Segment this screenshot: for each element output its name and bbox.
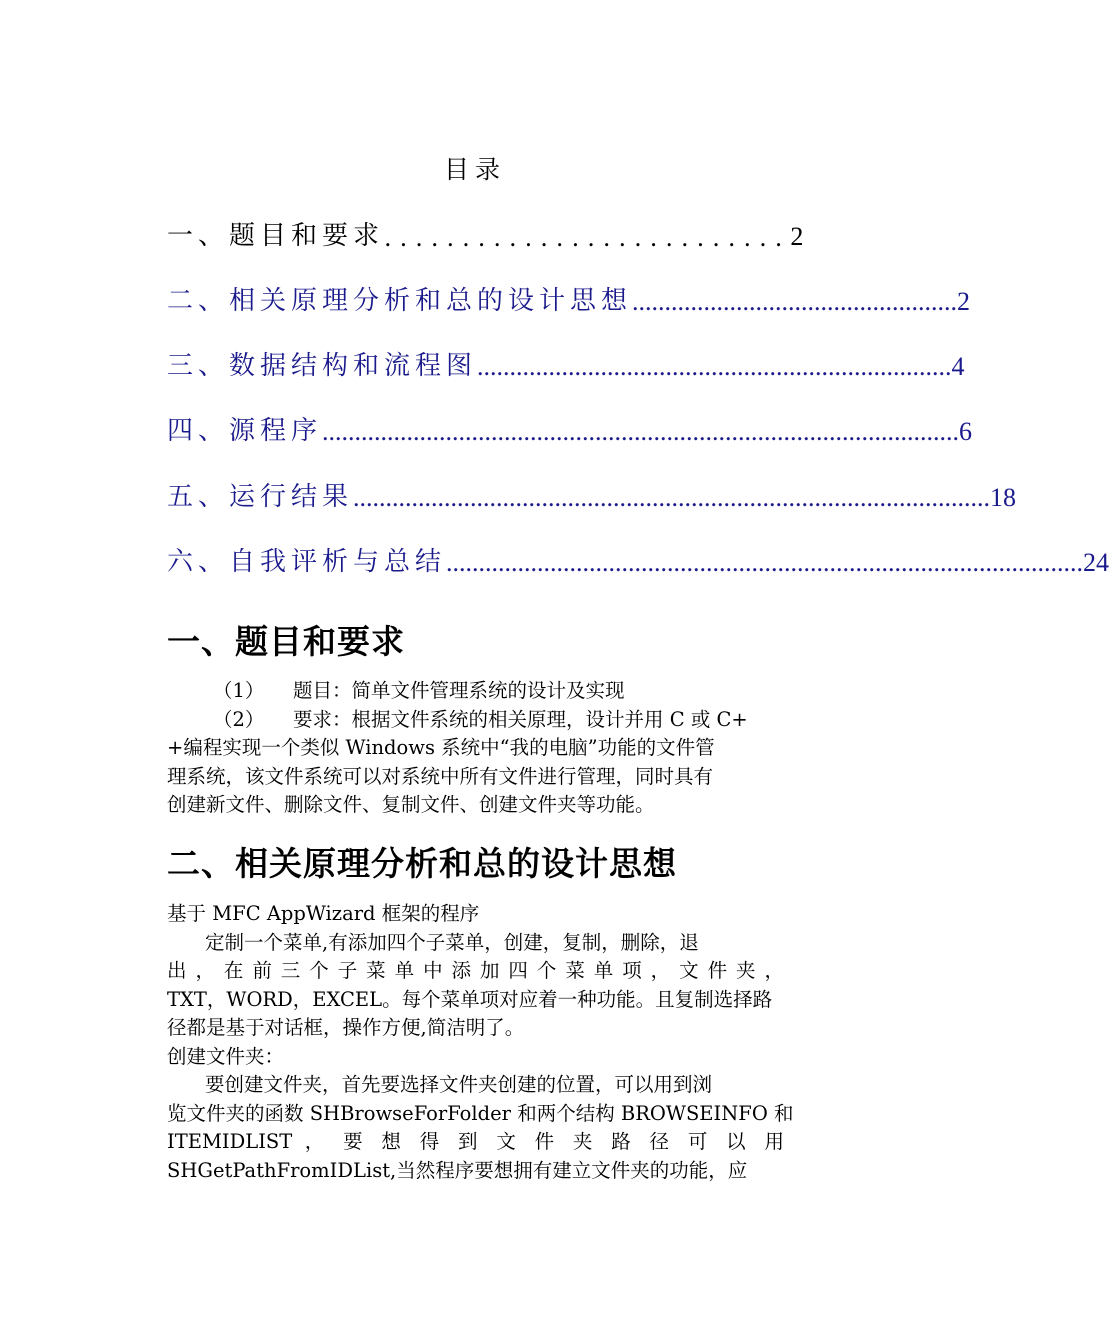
- toc-entry-page: 2: [790, 222, 804, 251]
- toc-entry[interactable]: [167, 216, 804, 252]
- toc-entry-label: 四、源程序: [167, 416, 323, 446]
- toc-entry-leader: .........................................................................: [477, 352, 952, 381]
- text-line: 创建文件夹：: [167, 1044, 285, 1068]
- toc-entry-label: 二、相关原理分析和总的设计思想: [167, 286, 633, 316]
- toc-entry-leader: ..................................................................................................: [322, 417, 960, 446]
- text-line: 径都是基于对话框，操作方便,简洁明了。: [167, 1016, 525, 1039]
- toc-entry-leader: ..................................................: [632, 287, 958, 316]
- toc-entry-page: 2: [957, 287, 971, 316]
- item-text: 要求：根据文件系统的相关原理，设计并用 C 或 C+: [293, 707, 748, 731]
- toc-entry[interactable]: [167, 281, 971, 317]
- toc-entry[interactable]: [167, 346, 965, 382]
- section-heading: 二、相关原理分析和总的设计思想: [167, 844, 677, 883]
- requirement-item: [167, 677, 784, 706]
- text-line: 理系统，该文件系统可以对系统中所有文件进行管理，同时具有: [167, 764, 714, 788]
- toc-entry-leader: ..................................................................................................: [353, 483, 991, 512]
- toc-entry[interactable]: [167, 542, 1109, 578]
- text-line: 基于 MFC AppWizard 框架的程序: [167, 902, 480, 925]
- section2-body: [167, 900, 794, 1185]
- toc-entry-page: 18: [990, 483, 1017, 512]
- toc-entry-leader: ..........................: [384, 224, 791, 252]
- toc-entry[interactable]: [167, 477, 1017, 513]
- toc-entry-label: 六、自我评析与总结: [167, 547, 447, 577]
- text-line: 创建新文件、删除文件、复制文件、创建文件夹等功能。: [167, 793, 655, 816]
- text-line: +编程实现一个类似 Windows 系统中“我的电脑”功能的文件管: [167, 736, 715, 759]
- toc-entry-label: 五、运行结果: [167, 482, 354, 512]
- text-line: ITEMIDLIST ， 要 想 得 到 文 件 夹 路 径 可 以 用: [167, 1130, 784, 1153]
- toc-title: 目录: [443, 155, 506, 184]
- text-line: 览文件夹的函数 SHBrowseForFolder 和两个结构 BROWSEINFO 和: [167, 1101, 794, 1125]
- toc-entry-label: 一、题目和要求: [167, 221, 385, 251]
- text-line: TXT，WORD，EXCEL。每个菜单项对应着一种功能。且复制选择路: [167, 987, 773, 1011]
- item-number: （2）: [213, 707, 265, 731]
- text-line: 出，在前三个子菜单中添加四个菜单项，文件夹，: [167, 959, 784, 982]
- toc-entry-leader: ..................................................................................................: [446, 548, 1084, 577]
- text-line: SHGetPathFromIDList,当然程序要想拥有建立文件夹的功能，应: [167, 1158, 748, 1182]
- text-line: 要创建文件夹，首先要选择文件夹创建的位置，可以用到浏: [205, 1073, 713, 1096]
- toc-entry-page: 6: [959, 417, 973, 446]
- requirement-item: [167, 706, 784, 735]
- toc-entry-page: 4: [951, 352, 965, 381]
- section-heading: 一、题目和要求: [167, 622, 405, 661]
- item-text: 题目：简单文件管理系统的设计及实现: [293, 679, 625, 702]
- toc-entry-page: 24: [1083, 548, 1109, 577]
- item-number: （1）: [213, 679, 265, 702]
- toc-entry[interactable]: [167, 411, 973, 447]
- toc-entry-label: 三、数据结构和流程图: [167, 351, 478, 381]
- section1-body: [167, 677, 784, 820]
- text-line: 定制一个菜单,有添加四个子菜单，创建，复制，删除，退: [205, 930, 699, 954]
